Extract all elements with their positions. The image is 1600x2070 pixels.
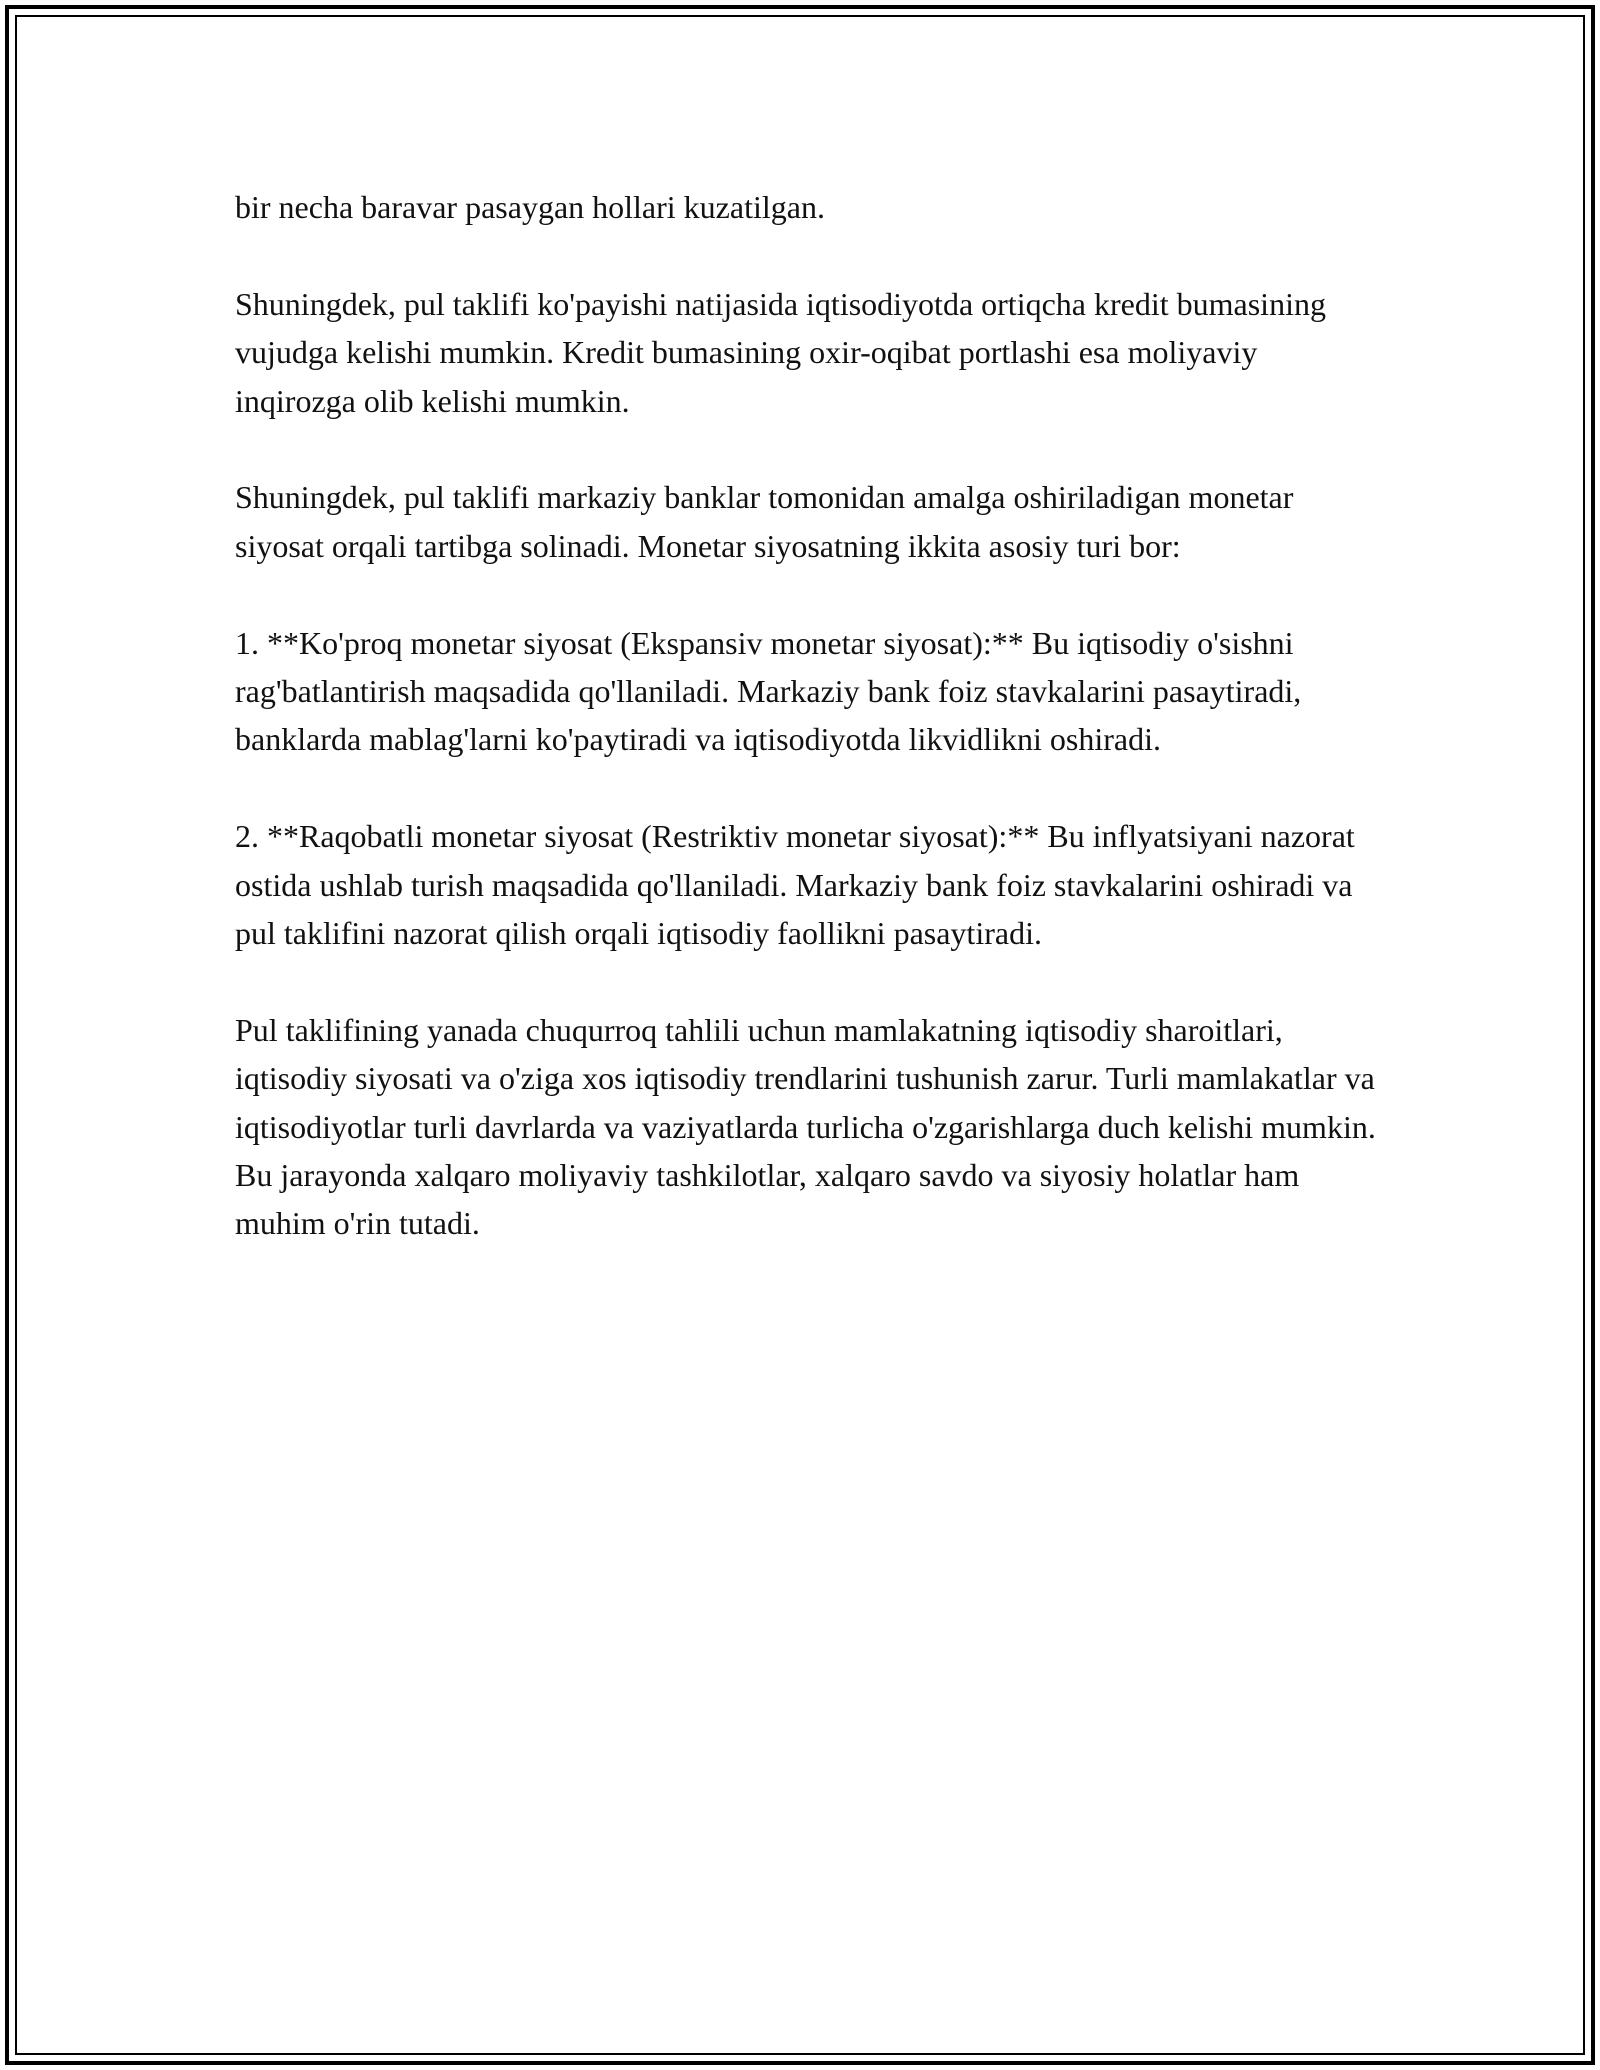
paragraph-monetary-policy-intro: Shuningdek, pul taklifi markaziy banklar tomonidan amalga oshiriladigan monetar siyosat orqali tartibga solinadi. Monetar siyosatning ikkita asosiy turi bor: bbox=[235, 479, 1294, 564]
paragraph-credit-bubble: Shuningdek, pul taklifi ko'payishi natijasida iqtisodiyotda ortiqcha kredit bumasining vujudga kelishi mumkin. Kredit bumasining oxir-oqibat portlashi esa moliyaviy inqirozga olib kelishi mumkin. bbox=[235, 285, 1326, 419]
paragraph-conclusion: Pul taklifining yanada chuqurroq tahlili uchun mamlakatning iqtisodiy sharoitlari, iqtisodiy siyosati va o'ziga xos iqtisodiy trendlarini tushunish zarur. Turli mamlakatlar va iqtisodiyotlar turli davrlarda va vaziyatlarda turlicha o'zgarishlarga duch kelishi mumkin. Bu jarayonda xalqaro moliyaviy tashkilotlar, xalqaro savdo va siyosiy holatlar ham muhim o'rin tutadi. bbox=[235, 1011, 1376, 1242]
document-body bbox=[235, 183, 1385, 1296]
list-item-expansionary-policy: 1. **Ko'proq monetar siyosat (Ekspansiv monetar siyosat):** Bu iqtisodiy o'sishni rag'batlantirish maqsadida qo'llaniladi. Markaziy bank foiz stavkalarini pasaytiradi, banklarda mablag'larni ko'paytiradi va iqtisodiyotda likvidlikni oshiradi. bbox=[235, 624, 1302, 758]
paragraph-continuation: bir necha baravar pasaygan hollari kuzatilgan. bbox=[235, 189, 825, 225]
list-item-restrictive-policy: 2. **Raqobatli monetar siyosat (Restriktiv monetar siyosat):** Bu inflyatsiyani nazorat ostida ushlab turish maqsadida qo'llaniladi. Markaziy bank foiz stavkalarini oshiradi va pul taklifini nazorat qilish orqali iqtisodiy faollikni pasaytiradi. bbox=[235, 818, 1355, 952]
